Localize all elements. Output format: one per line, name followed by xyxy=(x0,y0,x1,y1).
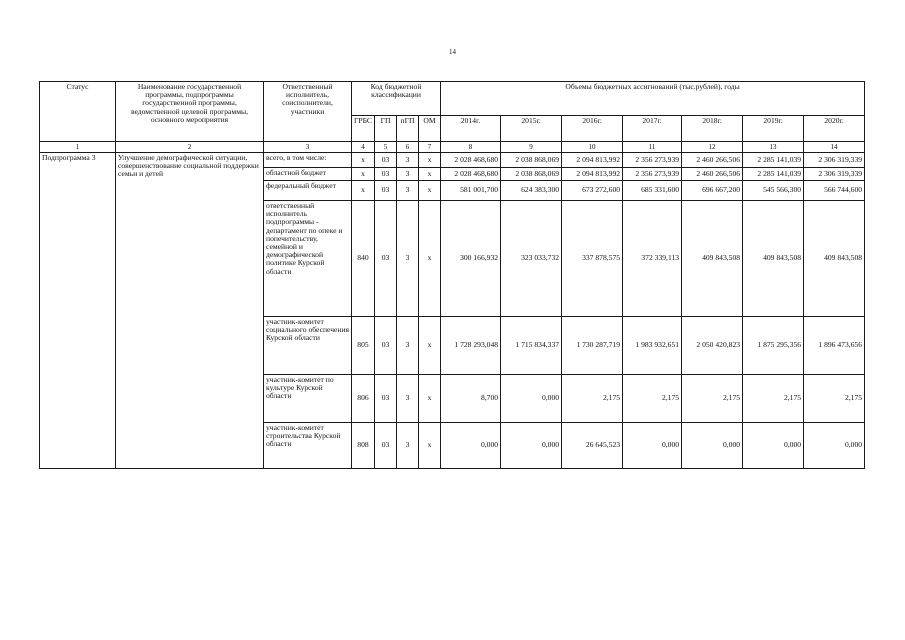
value-cell: 337 878,575 xyxy=(562,201,623,317)
column-number: 3 xyxy=(264,142,352,153)
om-cell: х xyxy=(419,181,441,201)
pgp-cell: 3 xyxy=(397,168,419,181)
grbs-cell: 806 xyxy=(352,375,375,423)
header-year: 2016г. xyxy=(562,116,623,142)
pgp-cell: 3 xyxy=(397,181,419,201)
value-cell: 0,000 xyxy=(501,375,562,423)
column-number: 14 xyxy=(804,142,865,153)
value-cell: 566 744,600 xyxy=(804,181,865,201)
participant-cell: федеральный бюджет xyxy=(264,181,352,201)
participant-cell: всего, в том числе: xyxy=(264,153,352,168)
table-row xyxy=(40,153,865,168)
value-cell: 2,175 xyxy=(623,375,682,423)
value-cell: 2 356 273,939 xyxy=(623,168,682,181)
gp-cell: 03 xyxy=(375,201,397,317)
value-cell: 685 331,600 xyxy=(623,181,682,201)
value-cell: 1 875 295,356 xyxy=(743,317,804,375)
om-cell: х xyxy=(419,317,441,375)
value-cell: 2 460 266,506 xyxy=(682,153,743,168)
header-year: 2015г. xyxy=(501,116,562,142)
value-cell: 26 645,523 xyxy=(562,423,623,469)
om-cell: х xyxy=(419,153,441,168)
pgp-cell: 3 xyxy=(397,317,419,375)
column-number: 9 xyxy=(501,142,562,153)
grbs-cell: 805 xyxy=(352,317,375,375)
grbs-cell: х xyxy=(352,153,375,168)
column-number: 13 xyxy=(743,142,804,153)
header-year: 2018г. xyxy=(682,116,743,142)
value-cell: 2 050 420,823 xyxy=(682,317,743,375)
participant-cell: участник-комитет строительства Курской области xyxy=(264,423,352,469)
column-number: 8 xyxy=(441,142,501,153)
value-cell: 696 667,200 xyxy=(682,181,743,201)
value-cell: 2,175 xyxy=(804,375,865,423)
value-cell: 409 843,508 xyxy=(743,201,804,317)
gp-cell: 03 xyxy=(375,375,397,423)
value-cell: 409 843,508 xyxy=(682,201,743,317)
column-number: 2 xyxy=(116,142,264,153)
pgp-cell: 3 xyxy=(397,201,419,317)
value-cell: 1 728 293,048 xyxy=(441,317,501,375)
participant-cell: областной бюджет xyxy=(264,168,352,181)
value-cell: 2 038 868,069 xyxy=(501,153,562,168)
om-cell: х xyxy=(419,201,441,317)
header-year: 2014г. xyxy=(441,116,501,142)
value-cell: 2,175 xyxy=(743,375,804,423)
value-cell: 2,175 xyxy=(682,375,743,423)
header-responsible: Ответственный исполнитель, соисполнители, участники xyxy=(264,82,352,142)
page-number: 14 xyxy=(449,48,456,56)
header-name: Наименование государственной программы, подпрограммы государственной программы, ведомственной целевой программы, основного мероприятия xyxy=(116,82,264,142)
value-cell: 1 896 473,656 xyxy=(804,317,865,375)
value-cell: 2 028 468,680 xyxy=(441,153,501,168)
gp-cell: 03 xyxy=(375,153,397,168)
value-cell: 581 001,700 xyxy=(441,181,501,201)
header-year: 2019г. xyxy=(743,116,804,142)
status-cell: Подпрограмма 3 xyxy=(40,153,116,469)
value-cell: 0,000 xyxy=(682,423,743,469)
value-cell: 2 306 319,339 xyxy=(804,168,865,181)
value-cell: 2 285 141,039 xyxy=(743,168,804,181)
value-cell: 1 983 932,651 xyxy=(623,317,682,375)
value-cell: 673 272,600 xyxy=(562,181,623,201)
pgp-cell: 3 xyxy=(397,153,419,168)
om-cell: х xyxy=(419,423,441,469)
budget-table xyxy=(39,81,865,469)
column-number: 11 xyxy=(623,142,682,153)
value-cell: 2 038 868,069 xyxy=(501,168,562,181)
column-number: 7 xyxy=(419,142,441,153)
gp-cell: 03 xyxy=(375,317,397,375)
header-budget-code: Код бюджетной классификации xyxy=(352,82,441,116)
header-volumes: Объемы бюджетных ассигнований (тыс.рублей), годы xyxy=(441,82,865,116)
value-cell: 2 094 813,992 xyxy=(562,153,623,168)
header-year: 2020г. xyxy=(804,116,865,142)
grbs-cell: х xyxy=(352,181,375,201)
value-cell: 0,000 xyxy=(441,423,501,469)
value-cell: 2,175 xyxy=(562,375,623,423)
om-cell: х xyxy=(419,168,441,181)
column-number: 4 xyxy=(352,142,375,153)
value-cell: 372 339,113 xyxy=(623,201,682,317)
value-cell: 0,000 xyxy=(501,423,562,469)
column-number: 12 xyxy=(682,142,743,153)
value-cell: 300 166,932 xyxy=(441,201,501,317)
header-om: ОМ xyxy=(419,116,441,142)
participant-cell: ответственный исполнитель подпрограммы - департамент по опеке и попечительству, семейной и демографической политике Курской области xyxy=(264,201,352,317)
value-cell: 1 730 287,719 xyxy=(562,317,623,375)
value-cell: 2 285 141,039 xyxy=(743,153,804,168)
grbs-cell: 808 xyxy=(352,423,375,469)
value-cell: 2 460 266,506 xyxy=(682,168,743,181)
column-number: 6 xyxy=(397,142,419,153)
column-number: 10 xyxy=(562,142,623,153)
header-row-top xyxy=(40,82,865,116)
header-status: Статус xyxy=(40,82,116,142)
value-cell: 2 028 468,680 xyxy=(441,168,501,181)
gp-cell: 03 xyxy=(375,181,397,201)
value-cell: 624 383,300 xyxy=(501,181,562,201)
value-cell: 1 715 834,337 xyxy=(501,317,562,375)
value-cell: 409 843,508 xyxy=(804,201,865,317)
pgp-cell: 3 xyxy=(397,423,419,469)
value-cell: 2 306 319,339 xyxy=(804,153,865,168)
value-cell: 8,700 xyxy=(441,375,501,423)
column-number: 5 xyxy=(375,142,397,153)
subprogram-name-cell: Улучшение демографической ситуации, совершенствование социальной поддержки семьи и детей xyxy=(116,153,264,469)
grbs-cell: х xyxy=(352,168,375,181)
om-cell: х xyxy=(419,375,441,423)
participant-cell: участник-комитет по культуре Курской области xyxy=(264,375,352,423)
header-pgp: пГП xyxy=(397,116,419,142)
value-cell: 0,000 xyxy=(804,423,865,469)
value-cell: 2 356 273,939 xyxy=(623,153,682,168)
column-number: 1 xyxy=(40,142,116,153)
header-gp: ГП xyxy=(375,116,397,142)
participant-cell: участник-комитет социального обеспечения Курской области xyxy=(264,317,352,375)
value-cell: 323 033,732 xyxy=(501,201,562,317)
value-cell: 0,000 xyxy=(623,423,682,469)
value-cell: 2 094 813,992 xyxy=(562,168,623,181)
gp-cell: 03 xyxy=(375,168,397,181)
pgp-cell: 3 xyxy=(397,375,419,423)
header-year: 2017г. xyxy=(623,116,682,142)
value-cell: 545 566,300 xyxy=(743,181,804,201)
column-number-row xyxy=(40,142,865,153)
grbs-cell: 840 xyxy=(352,201,375,317)
header-grbs: ГРБС xyxy=(352,116,375,142)
gp-cell: 03 xyxy=(375,423,397,469)
value-cell: 0,000 xyxy=(743,423,804,469)
